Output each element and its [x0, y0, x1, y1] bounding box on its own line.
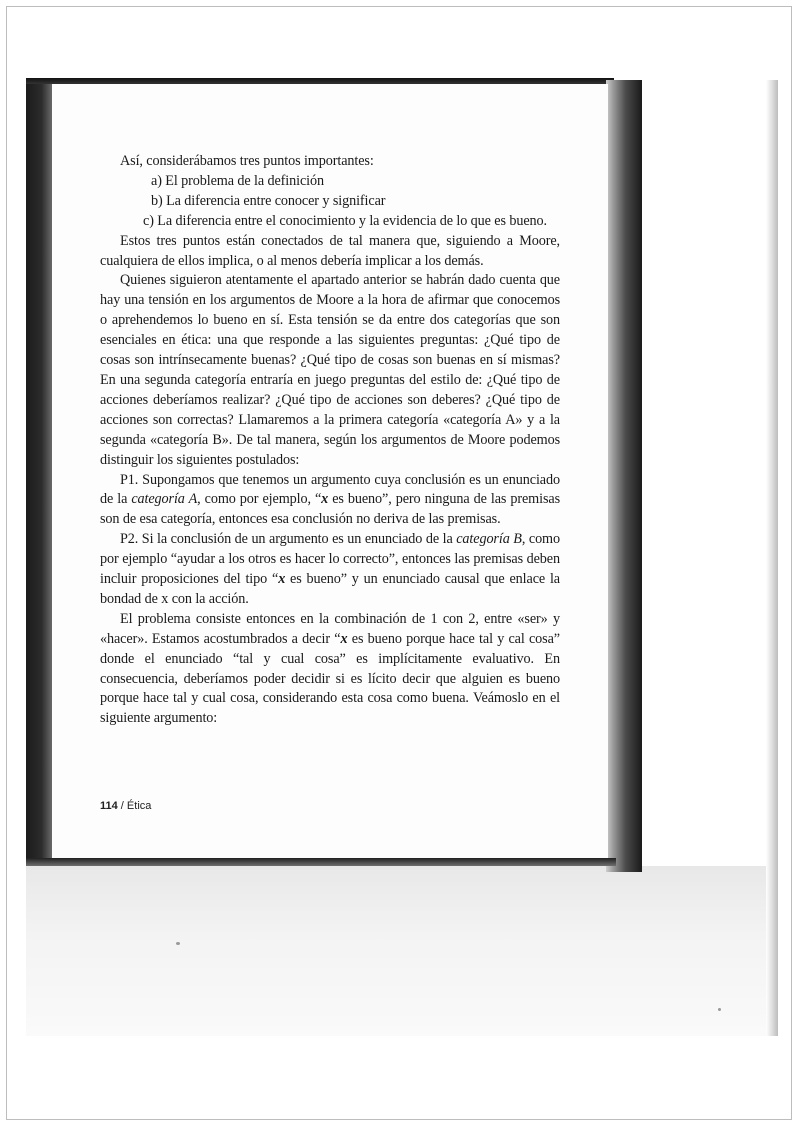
running-title: Ética: [126, 800, 152, 812]
scan-right-edge: [766, 80, 778, 1036]
scan-left-shadow: [26, 78, 52, 862]
page-number: 114: [100, 800, 118, 812]
postulate-p2: P2. Si la conclusión de un argumento es un enunciado de la categoría B, como por ejemplo “ayudar a los otros es hacer lo correcto”, entonces las premisas deben incluir proposiciones del tipo “x es bueno” y un enunciado causal que enlace la bondad de x con la acción.: [100, 531, 560, 607]
scan-speck: [718, 1008, 721, 1011]
list-item-b: b) La diferencia entre conocer y significar: [151, 192, 386, 209]
emphasis: categoría A: [131, 491, 198, 508]
list-item-c: c) La diferencia entre el conocimiento y la evidencia de lo que es bueno.: [143, 212, 547, 229]
paragraph: El problema consiste entonces en la combinación de 1 con 2, entre «ser» y «hacer». Estamos acostumbrados a decir “x es bueno porque hace tal y cal cosa” donde el enunciado “tal y cual cosa” es implícitamente evaluativo. En consecuencia, deberíamos poder decidir si es lícito decir que alguien es bueno porque hace tal y cual cosa, considerando esta cosa como buena. Veámoslo en el siguiente argumento:: [100, 610, 560, 727]
variable-x: x: [278, 571, 286, 588]
emphasis: categoría B: [456, 531, 522, 548]
scan-speck: [176, 942, 180, 945]
variable-x: x: [340, 630, 348, 647]
list-item-a: a) El problema de la definición: [151, 172, 324, 189]
scan-underlying-page: [26, 866, 778, 1036]
book-page: [52, 84, 608, 858]
paragraph: Estos tres puntos están conectados de tal manera que, siguiendo a Moore, cualquiera de ellos implica, o al menos debería implicar a los demás.: [100, 232, 560, 269]
postulate-p1: P1. Supongamos que tenemos un argumento cuya conclusión es un enunciado de la categoría A, como por ejemplo, “x es bueno”, pero ninguna de las premisas son de esa categoría, entonces esa conclusión no deriva de las premisas.: [100, 471, 560, 528]
scan-bottom-shadow: [26, 858, 616, 866]
scan-gutter-shadow: [606, 80, 642, 872]
body-text: [100, 152, 560, 729]
page-footer: [100, 800, 151, 812]
intro-line: Así, considerábamos tres puntos importantes:: [120, 153, 374, 169]
variable-x: x: [321, 491, 329, 508]
footer-separator: /: [117, 800, 127, 812]
paragraph: Quienes siguieron atentamente el apartado anterior se habrán dado cuenta que hay una tensión en los argumentos de Moore a la hora de afirmar que conocemos o aprehendemos lo bueno en sí. Esta tensión se da entre dos categorías que son esenciales en ética: una que responde a las siguientes preguntas: ¿Qué tipo de cosas son intrínsecamente buenas? ¿Qué tipo de cosas son buenas en sí mismas? En una segunda categoría entraría en juego preguntas del estilo de: ¿Qué tipo de acciones deberíamos realizar? ¿Qué tipo de acciones son deberes? ¿Qué tipo de acciones son correctas? Llamaremos a la primera categoría «categoría A» y a la segunda «categoría B». De tal manera, según los argumentos de Moore podemos distinguir los siguientes postulados:: [100, 272, 560, 468]
